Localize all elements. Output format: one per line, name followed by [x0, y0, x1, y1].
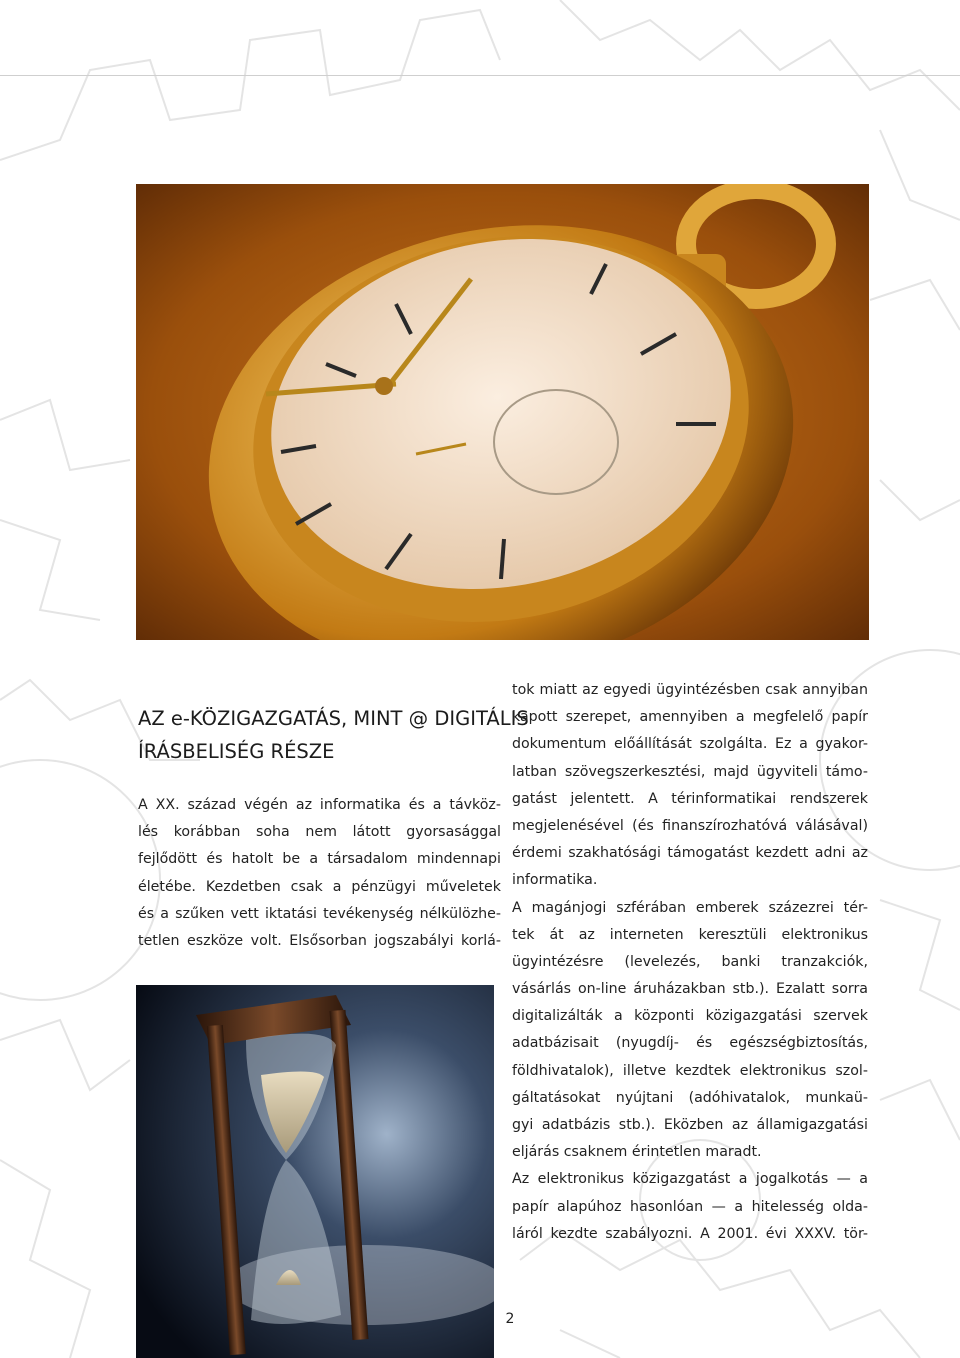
text-line: informatika. — [512, 872, 598, 889]
text-line: földhivatalok), illetve kezdtek elektronikus szol- — [512, 1062, 868, 1079]
text-line: tetlen eszköze volt. Elsősorban jogszabályi korlá- — [138, 932, 501, 949]
text-line: dokumentum előállítását szolgálta. Ez a gyakor- — [512, 736, 868, 753]
text-line: A magánjogi szférában emberek százezrei tér- — [512, 899, 868, 916]
page-number: 2 — [505, 1311, 515, 1327]
header-rule — [0, 75, 960, 76]
text-line: tok miatt az egyedi ügyintézésben csak annyiban — [512, 682, 868, 698]
section-heading-line-2: ÍRÁSBELISÉG RÉSZE — [138, 740, 335, 763]
body-text-right-column — [512, 677, 868, 1248]
text-line: papír alapúhoz hasonlóan — a hitelesség olda- — [512, 1198, 868, 1215]
text-line: vásárlás on-line áruházakban stb.). Ezalatt sorra — [512, 981, 868, 998]
text-line: gatást jelentett. A térinformatikai rendszerek — [512, 790, 868, 807]
text-line: megjelenésével (és finanszírozhatóvá válásával) — [512, 817, 868, 834]
text-line: latban szövegszerkesztési, majd ügyviteli támo- — [512, 763, 868, 780]
body-text-left-column — [138, 792, 501, 955]
text-line: életébe. Kezdetben csak a pénzügyi műveletek — [138, 878, 501, 895]
text-line: ügyintézésre (levelezés, banki tranzakciók, — [512, 953, 868, 970]
text-line: adatbázisait (nyugdíj- és egészségbiztosítás, — [512, 1035, 868, 1052]
text-line: kapott szerepet, amennyiben a megfelelő papír — [512, 709, 868, 726]
text-line: és a szűken vett iktatási tevékenység nélkülözhe- — [138, 905, 501, 922]
pocket-watch-photo — [136, 184, 869, 640]
text-line: lés korábban soha nem látott gyorsasággal — [138, 824, 501, 841]
hourglass-photo — [136, 985, 494, 1358]
text-line: A XX. század végén az informatika és a távköz- — [138, 797, 501, 813]
text-line: fejlődött és hatolt be a társadalom mindennapi — [138, 851, 501, 868]
text-line: láról kezdte szabályozni. A 2001. évi XXXV. tör- — [512, 1225, 868, 1242]
text-line: érdemi szakhatósági támogatást kezdett adni az — [512, 845, 868, 862]
section-heading-line-1: AZ e-KÖZIGAZGATÁS, MINT @ DIGITÁLIS — [138, 707, 529, 730]
text-line: digitalizálták a központi közigazgatási szervek — [512, 1008, 868, 1025]
text-line: gáltatásokat nyújtani (adóhivatalok, munkaü- — [512, 1089, 868, 1106]
text-line: eljárás csaknem érintetlen maradt. — [512, 1144, 762, 1161]
text-line: Az elektronikus közigazgatást a jogalkotás — a — [512, 1171, 868, 1188]
text-line: gyi adatbázis stb.). Eközben az államigazgatási — [512, 1117, 868, 1133]
section-heading — [138, 702, 529, 768]
text-line: tek át az interneten keresztüli elektronikus — [512, 926, 868, 943]
